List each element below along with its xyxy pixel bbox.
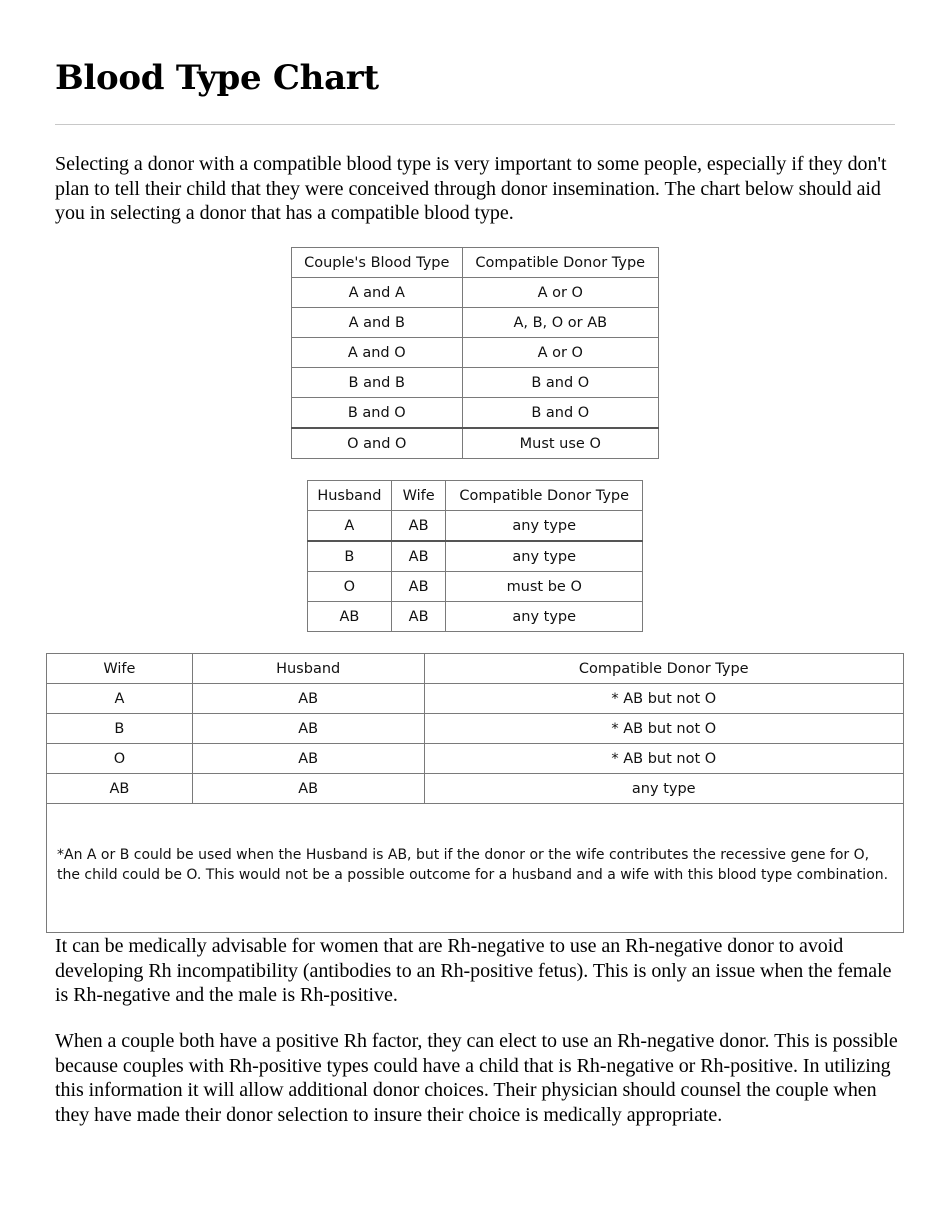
column-header-compatible-donor-type: Compatible Donor Type [462,248,658,278]
table-header-row [292,248,659,278]
table-cell: AB [192,684,424,714]
page-title: Blood Type Chart [55,58,379,98]
table-cell: * AB but not O [424,714,903,744]
table-cell: A and B [292,308,463,338]
rh-paragraph-1: It can be medically advisable for women that are Rh-negative to use an Rh-negative donor to avoid developing Rh incompatibility (antibodies to an Rh-positive fetus). This is only an issue when the female is Rh-negative and the male is Rh-positive. [55,935,892,1007]
table-cell: B [47,714,193,744]
table-cell: * AB but not O [424,684,903,714]
table-cell: O [47,744,193,774]
table-row [47,774,904,804]
table-row [308,541,643,572]
table-header-row [308,481,643,511]
husband-ab-wife-table [307,480,643,632]
column-header-husband: Husband [308,481,392,511]
column-header-couple-blood-type: Couple's Blood Type [292,248,463,278]
table-row [47,744,904,774]
column-header-compatible-donor-type: Compatible Donor Type [446,481,643,511]
table-cell: A and A [292,278,463,308]
table-row [292,278,659,308]
table-cell: Must use O [462,428,658,459]
table-cell: A or O [462,278,658,308]
table-cell: AB [47,774,193,804]
intro-paragraph: Selecting a donor with a compatible blood type is very important to some people, especially if they don't plan to tell their child that they were conceived through donor insemination. The chart below should aid you in selecting a donor that has a compatible blood type. [55,153,887,225]
table-row [292,368,659,398]
table-cell: B and O [292,398,463,429]
table-footnote: *An A or B could be used when the Husband is AB, but if the donor or the wife contributes the recessive gene for O, the child could be O. This would not be a possible outcome for a husband and a wife with this blood type combination. [47,804,904,933]
column-header-wife: Wife [391,481,446,511]
table-cell: B [308,541,392,572]
table-cell: AB [192,714,424,744]
table-cell: any type [446,511,643,542]
table-cell: any type [424,774,903,804]
table-row [47,714,904,744]
table-cell: B and O [462,398,658,429]
table-cell: A and O [292,338,463,368]
table-cell: A, B, O or AB [462,308,658,338]
table-cell: AB [192,744,424,774]
table-row [292,398,659,429]
table-row [308,602,643,632]
table-cell: AB [391,511,446,542]
column-header-compatible-donor-type: Compatible Donor Type [424,654,903,684]
footnote-row [47,804,904,933]
table-row [308,511,643,542]
table-row [292,338,659,368]
table-cell: any type [446,541,643,572]
table-cell: must be O [446,572,643,602]
table-cell: AB [391,541,446,572]
table-cell: A or O [462,338,658,368]
table-row [292,308,659,338]
table-cell: B and B [292,368,463,398]
rh-paragraph-2: When a couple both have a positive Rh factor, they can elect to use an Rh-negative donor. This is possible because couples with Rh-positive types could have a child that is Rh-negative or Rh-positive. In utilizing this information it will allow additional donor choices. Their physician should counsel the couple when they have made their donor selection to insure their choice is medically appropriate. [55,1030,898,1127]
table-row [47,684,904,714]
table-row [308,572,643,602]
table-cell: B and O [462,368,658,398]
title-divider [55,124,895,125]
column-header-wife: Wife [47,654,193,684]
table-cell: AB [391,602,446,632]
table-cell: AB [192,774,424,804]
table-cell: any type [446,602,643,632]
wife-husband-ab-table [46,653,904,933]
table-cell: O and O [292,428,463,459]
table-cell: * AB but not O [424,744,903,774]
table-cell: AB [391,572,446,602]
table-cell: A [47,684,193,714]
table-row [292,428,659,459]
table-cell: AB [308,602,392,632]
table-cell: O [308,572,392,602]
table-header-row [47,654,904,684]
couple-blood-type-table [291,247,659,459]
table-cell: A [308,511,392,542]
column-header-husband: Husband [192,654,424,684]
